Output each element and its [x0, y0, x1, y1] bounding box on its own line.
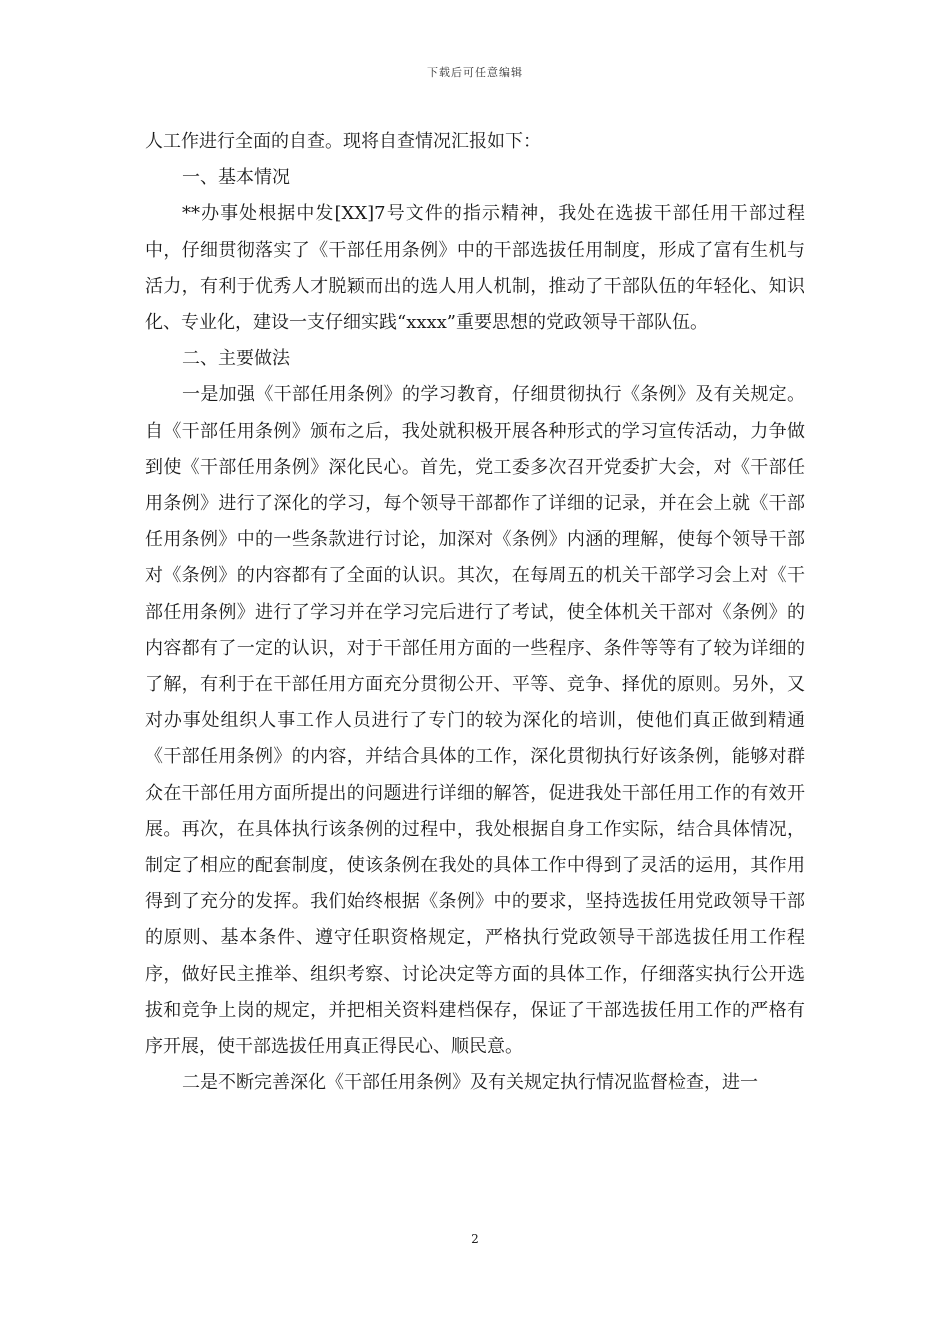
header-note: 下载后可任意编辑 [427, 66, 523, 79]
paragraph-practice-one: 一是加强《干部任用条例》的学习教育，仔细贯彻执行《条例》及有关规定。自《干部任用条例》颁布之后，我处就积极开展各种形式的学习宣传活动，力争做到使《干部任用条例》深化民心。首先，党工委多次召开党委扩大会，对《干部任用条例》进行了深化的学习，每个领导干部都作了详细的记录，并在会上就《干部任用条例》中的一些条款进行讨论，加深对《条例》内涵的理解，使每个领导干部对《条例》的内容都有了全面的认识。其次，在每周五的机关干部学习会上对《干部任用条例》进行了学习并在学习完后进行了考试，使全体机关干部对《条例》的内容都有了一定的认识，对于干部任用方面的一些程序、条件等等有了较为详细的了解，有利于在干部任用方面充分贯彻公开、平等、竞争、择优的原则。另外，又对办事处组织人事工作人员进行了专门的较为深化的培训，使他们真正做到精通《干部任用条例》的内容，并结合具体的工作，深化贯彻执行好该条例，能够对群众在干部任用方面所提出的问题进行详细的解答，促进我处干部任用工作的有效开展。再次，在具体执行该条例的过程中，我处根据自身工作实际，结合具体情况，制定了相应的配套制度，使该条例在我处的具体工作中得到了灵活的运用，其作用得到了充分的发挥。我们始终根据《条例》中的要求，坚持选拔任用党政领导干部的原则、基本条件、遵守任职资格规定，严格执行党政领导干部选拔任用工作程序，做好民主推举、组织考察、讨论决定等方面的具体工作，仔细落实执行公开选拔和竞争上岗的规定，并把相关资料建档保存，保证了干部选拔任用工作的严格有序开展，使干部选拔任用真正得民心、顺民意。 [145, 384, 805, 1058]
section-heading-basic-situation: 一、基本情况 [182, 167, 290, 189]
page-number: 2 [471, 1232, 479, 1246]
section-heading-main-practices: 二、主要做法 [182, 348, 290, 370]
paragraph-practice-two: 二是不断完善深化《干部任用条例》及有关规定执行情况监督检查，进一 [182, 1072, 758, 1094]
paragraph-basic-situation: **办事处根据中发[XX]7号文件的指示精神，我处在选拔干部任用干部过程中，仔细贯彻落实了《干部任用条例》中的干部选拔任用制度，形成了富有生机与活力，有利于优秀人才脱颖而出的选人用人机制，推动了干部队伍的年轻化、知识化、专业化，建设一支仔细实践“xxxx”重要思想的党政领导干部队伍。 [145, 203, 805, 334]
paragraph-intro-continuation: 人工作进行全面的自查。现将自查情况汇报如下： [145, 131, 541, 152]
document-body [145, 124, 805, 1101]
